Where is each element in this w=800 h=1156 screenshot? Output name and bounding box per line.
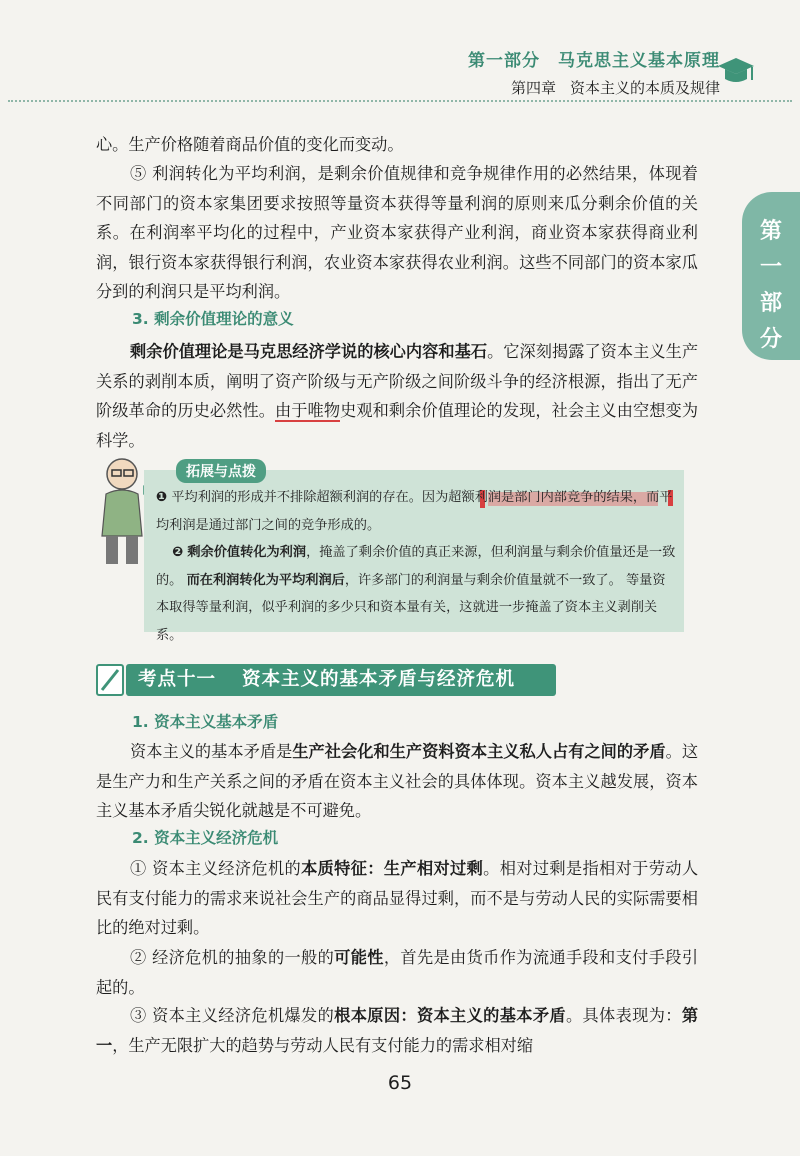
pencil-icon xyxy=(96,664,124,696)
subheading-1: 1. 资本主义基本矛盾 xyxy=(132,713,279,731)
paragraph-significance: 剩余价值理论是马克思经济学说的核心内容和基石。它深刻揭露了资本主义生产关系的剥削本质，阐明了资产阶级与无产阶级之间阶级斗争的经济根源，指出了无产阶级革命的历史必然性。由于唯物史观和剩余价值理论的发现，社会主义由空想变为科学。 xyxy=(96,342,699,450)
tip-badge: 拓展与点拨 xyxy=(176,459,266,483)
running-header xyxy=(468,46,720,98)
body-line: 心。生产价格随着商品价值的变化而变动。 xyxy=(96,135,404,154)
red-underline-mark: 由于唯物 xyxy=(275,401,341,420)
section-title-bar: 考点十一 资本主义的基本矛盾与经济危机 xyxy=(126,664,556,696)
point-1: ① 资本主义经济危机的本质特征：生产相对过剩。相对过剩是指相对于劳动人民有支付能力的需求来说社会生产的商品显得过剩，而不是与劳动人民的实际需要相比的绝对过剩。 xyxy=(96,859,699,937)
header-part-title: 马克思主义基本原理 xyxy=(558,51,720,71)
tip-text xyxy=(156,484,678,649)
subheading-3: 3. 剩余价值理论的意义 xyxy=(132,310,294,328)
header-divider xyxy=(8,100,792,102)
graduation-cap-icon xyxy=(716,52,756,92)
header-chapter-title: 资本主义的本质及规律 xyxy=(569,79,720,97)
point-3: ③ 资本主义经济危机爆发的根本原因：资本主义的基本矛盾。具体表现为：第一，生产无限扩大的趋势与劳动人民有支付能力的需求相对缩 xyxy=(96,1006,699,1055)
paragraph-basic-contradiction: 资本主义的基本矛盾是生产社会化和生产资料资本主义私人占有之间的矛盾。这是生产力和生产关系之间的矛盾在资本主义社会的具体体现。资本主义越发展，资本主义基本矛盾尖锐化就越是不可避免。 xyxy=(96,742,699,820)
page-number: 65 xyxy=(387,1072,413,1094)
paragraph-5: ⑤ 利润转化为平均利润，是剩余价值规律和竞争规律作用的必然结果，体现着不同部门的资本家集团要求按照等量资本获得等量利润的原则来瓜分剩余价值的关系。在利润率平均化的过程中，产业资本家获得产业利润，商业资本家获得商业利润，银行资本家获得银行利润，农业资本家获得农业利润。这些不同部门的资本家瓜分到的利润只是平均利润。 xyxy=(96,164,698,301)
side-tab: 第 一 部 分 xyxy=(742,192,800,360)
subheading-2: 2. 资本主义经济危机 xyxy=(132,829,279,847)
header-part: 第一部分 马克思主义基本原理 xyxy=(468,51,720,71)
tip-item-1: ❶ 平均利润的形成并不排除超额利润的存在。因为超额利润是部门内部竞争的结果，而平均利润是通过部门之间的竞争形成的。 xyxy=(156,490,673,533)
header-chapter: 第四章 资本主义的本质及规律 xyxy=(510,79,720,97)
tip-item-2: ❷ 剩余价值转化为利润，掩盖了剩余价值的真正来源，但利润量与剩余价值量还是一致的。 而在利润转化为平均利润后，许多部门的利润量与剩余价值量就不一致了。 等量资本取得等量利润，似乎利润的多少只和资本量有关，这就进一步掩盖了资本主义剥削关系。 xyxy=(156,545,676,643)
point-2: ② 经济危机的抽象的一般的可能性，首先是由货币作为流通手段和支付手段引起的。 xyxy=(96,948,699,997)
